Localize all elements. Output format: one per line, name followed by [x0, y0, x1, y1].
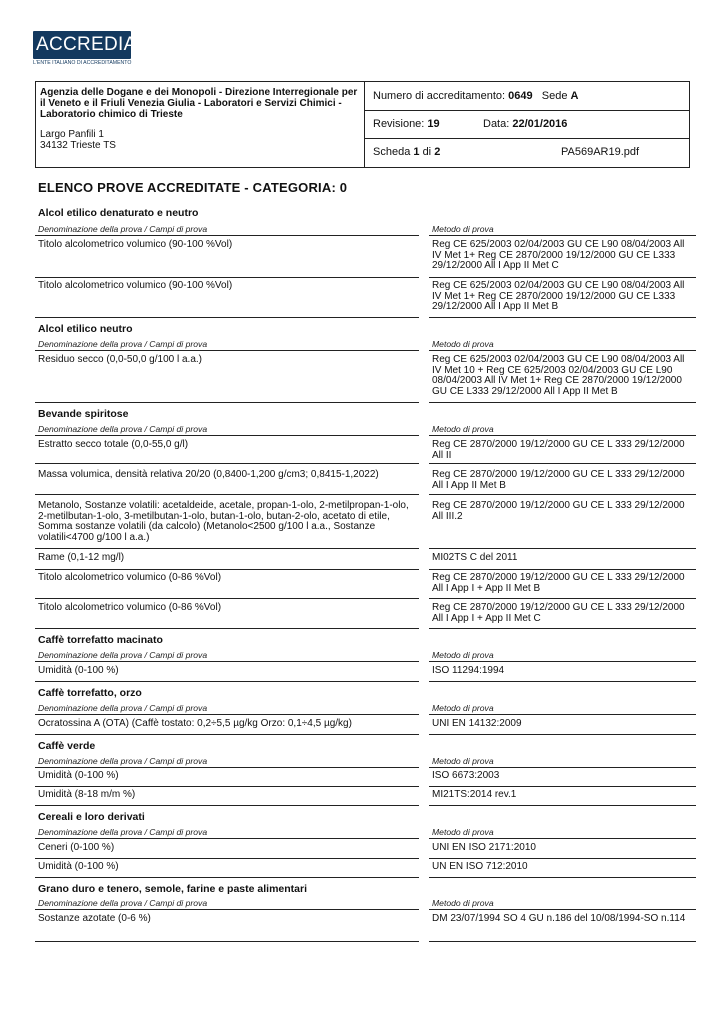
test-name: Sostanze azotate (0-6 %) — [38, 913, 151, 924]
row-divider-right — [429, 734, 696, 735]
column-header-test: Denominazione della prova / Campi di prova — [38, 756, 208, 766]
header-divider-right — [429, 350, 696, 351]
row-divider-left — [35, 548, 419, 549]
header-divider-right — [429, 435, 696, 436]
test-name: Massa volumica, densità relativa 20/20 (0,8400-1,200 g/cm3; 0,8415-1,2022) — [38, 469, 379, 480]
row-divider-right — [429, 463, 696, 464]
section-title: Alcol etilico denaturato e neutro — [38, 207, 199, 219]
revision-row — [365, 110, 690, 139]
header-divider-left — [35, 661, 419, 662]
row-divider-left — [35, 277, 419, 278]
test-method: Reg CE 625/2003 02/04/2003 GU CE L90 08/04/2003 All IV Met 1+ Reg CE 2870/2000 19/12/2000 GU CE L333 29/12/2000 All I App II Met C — [432, 239, 685, 271]
column-header-test: Denominazione della prova / Campi di prova — [38, 650, 208, 660]
row-divider-right — [429, 628, 696, 629]
column-header-test: Denominazione della prova / Campi di prova — [38, 424, 208, 434]
test-method: Reg CE 625/2003 02/04/2003 GU CE L90 08/04/2003 All IV Met 10 + Reg CE 625/2003 02/04/2003 GU CE L90 08/04/2003 All IV Met 1+ Reg CE 2870/2000 19/12/2000 GU CE L333 29/12/2000 All I App II Met B — [432, 354, 685, 397]
sheet-total: 2 — [434, 146, 441, 158]
date-value: 22/01/2016 — [512, 118, 568, 130]
row-divider-right — [429, 941, 696, 942]
accreditation-number: 0649 — [508, 90, 533, 102]
row-divider-right — [429, 277, 696, 278]
row-divider-left — [35, 734, 419, 735]
accreditation-info — [365, 82, 690, 167]
logo-tagline: L'ENTE ITALIANO DI ACCREDITAMENTO — [33, 60, 132, 66]
sede-value: A — [570, 90, 579, 102]
column-header-test: Denominazione della prova / Campi di prova — [38, 224, 208, 234]
row-divider-left — [35, 681, 419, 682]
column-header-method: Metodo di prova — [432, 224, 494, 234]
section-title: Cereali e loro derivati — [38, 811, 145, 823]
test-name: Umidità (0-100 %) — [38, 861, 119, 872]
row-divider-right — [429, 805, 696, 806]
organization-name: Agenzia delle Dogane e dei Monopoli - Direzione Interregionale per il Veneto e il Friuli Venezia Giulia - Laboratori e Servizi Chimici - Laboratorio chimico di Trieste — [40, 87, 358, 120]
test-method: Reg CE 2870/2000 19/12/2000 GU CE L 333 29/12/2000 All I App II Met B — [432, 469, 685, 491]
test-method: Reg CE 2870/2000 19/12/2000 GU CE L 333 29/12/2000 All I App I + App II Met C — [432, 602, 685, 624]
address — [40, 129, 116, 151]
row-divider-right — [429, 598, 696, 599]
row-divider-left — [35, 402, 419, 403]
test-name: Umidità (8-18 m/m %) — [38, 789, 136, 800]
header-divider-right — [429, 767, 696, 768]
row-divider-right — [429, 494, 696, 495]
row-divider-right — [429, 877, 696, 878]
row-divider-left — [35, 786, 419, 787]
section-title: Caffè torrefatto, orzo — [38, 687, 142, 699]
test-name: Ocratossina A (OTA) (Caffè tostato: 0,2÷5,5 µg/kg Orzo: 0,1÷4,5 µg/kg) — [38, 718, 352, 729]
row-divider-left — [35, 877, 419, 878]
row-divider-left — [35, 858, 419, 859]
row-divider-left — [35, 569, 419, 570]
test-method: UNI EN 14132:2009 — [432, 718, 522, 729]
test-method: ISO 11294:1994 — [432, 665, 505, 676]
header-divider-right — [429, 714, 696, 715]
test-name: Estratto secco totale (0,0-55,0 g/l) — [38, 439, 189, 450]
date-text — [483, 118, 567, 130]
test-name: Umidità (0-100 %) — [38, 665, 119, 676]
accreditation-label: Numero di accreditamento: — [373, 90, 506, 102]
test-method: Reg CE 2870/2000 19/12/2000 GU CE L 333 29/12/2000 All III.2 — [432, 500, 685, 522]
test-method: UN EN ISO 712:2010 — [432, 861, 528, 872]
sheet-of: di — [422, 146, 432, 158]
test-method: Reg CE 625/2003 02/04/2003 GU CE L90 08/04/2003 All IV Met 1+ Reg CE 2870/2000 19/12/2000 GU CE L333 29/12/2000 All I App II Met B — [432, 280, 685, 312]
test-method: MI21TS:2014 rev.1 — [432, 789, 517, 800]
test-name: Ceneri (0-100 %) — [38, 842, 115, 853]
test-name: Metanolo, Sostanze volatili: acetaldeide, acetale, propan-1-olo, 2-metilpropan-1-olo, 2-metilbutan-1-olo, 3-metilbutan-1-olo, butan-1-olo, butan-2-olo, acetato di etile, Somma sostanze volatili (da calcolo) (Metanolo<2500 g/100 l a.a., Sostanze volatili<4700 g/100 l a.a.) — [38, 500, 409, 543]
date-label: Data: — [483, 118, 510, 130]
test-method: DM 23/07/1994 SO 4 GU n.186 del 10/08/1994-SO n.114 — [432, 913, 686, 924]
page-title: ELENCO PROVE ACCREDITATE - CATEGORIA: 0 — [38, 180, 348, 195]
column-header-test: Denominazione della prova / Campi di prova — [38, 827, 208, 837]
test-method: Reg CE 2870/2000 19/12/2000 GU CE L 333 29/12/2000 All II — [432, 439, 685, 461]
accreditation-row — [365, 82, 690, 111]
row-divider-right — [429, 317, 696, 318]
section-title: Caffè torrefatto macinato — [38, 634, 163, 646]
column-header-test: Denominazione della prova / Campi di prova — [38, 339, 208, 349]
test-method: UNI EN ISO 2171:2010 — [432, 842, 536, 853]
row-divider-left — [35, 628, 419, 629]
row-divider-left — [35, 805, 419, 806]
sheet-value: 1 — [413, 146, 420, 158]
revision-value: 19 — [427, 118, 440, 130]
column-header-method: Metodo di prova — [432, 650, 494, 660]
column-header-method: Metodo di prova — [432, 339, 494, 349]
column-header-method: Metodo di prova — [432, 703, 494, 713]
file-name: PA569AR19.pdf — [561, 146, 640, 158]
row-divider-right — [429, 858, 696, 859]
column-header-method: Metodo di prova — [432, 424, 494, 434]
sede-label: Sede — [541, 90, 568, 102]
test-method: ISO 6673:2003 — [432, 770, 500, 781]
test-name: Titolo alcolometrico volumico (90-100 %Vol) — [38, 239, 233, 250]
section-title: Alcol etilico neutro — [38, 323, 133, 335]
address-line-1: Largo Panfili 1 — [40, 129, 104, 140]
sheet-text — [373, 146, 440, 158]
accreditation-text — [373, 90, 579, 102]
header-box — [35, 81, 690, 168]
column-header-test: Denominazione della prova / Campi di prova — [38, 898, 208, 908]
header-divider-right — [429, 661, 696, 662]
test-name: Titolo alcolometrico volumico (90-100 %Vol) — [38, 280, 233, 291]
row-divider-right — [429, 786, 696, 787]
column-header-method: Metodo di prova — [432, 756, 494, 766]
header-divider-left — [35, 435, 419, 436]
row-divider-left — [35, 598, 419, 599]
sheet-row — [365, 138, 690, 166]
test-name: Titolo alcolometrico volumico (0-86 %Vol) — [38, 602, 222, 613]
row-divider-left — [35, 317, 419, 318]
row-divider-left — [35, 941, 419, 942]
logo-text: ACCREDIA — [36, 34, 137, 55]
section-title: Bevande spiritose — [38, 408, 129, 420]
header-divider-left — [35, 235, 419, 236]
header-divider-left — [35, 838, 419, 839]
accredia-logo — [33, 31, 137, 71]
lab-info — [36, 82, 365, 167]
row-divider-left — [35, 463, 419, 464]
section-title: Grano duro e tenero, semole, farine e paste alimentari — [38, 883, 308, 895]
header-divider-left — [35, 909, 419, 910]
row-divider-right — [429, 681, 696, 682]
test-method: MI02TS C del 2011 — [432, 552, 518, 563]
column-header-test: Denominazione della prova / Campi di prova — [38, 703, 208, 713]
header-divider-left — [35, 350, 419, 351]
column-header-method: Metodo di prova — [432, 898, 494, 908]
test-name: Residuo secco (0,0-50,0 g/100 l a.a.) — [38, 354, 202, 365]
revision-label: Revisione: — [373, 118, 425, 130]
test-name: Umidità (0-100 %) — [38, 770, 119, 781]
test-method: Reg CE 2870/2000 19/12/2000 GU CE L 333 29/12/2000 All I App I + App II Met B — [432, 572, 685, 594]
section-title: Caffè verde — [38, 740, 96, 752]
sheet-label: Scheda — [373, 146, 411, 158]
row-divider-right — [429, 569, 696, 570]
column-header-method: Metodo di prova — [432, 827, 494, 837]
test-name: Rame (0,1-12 mg/l) — [38, 552, 125, 563]
revision-text — [373, 118, 440, 130]
header-divider-right — [429, 235, 696, 236]
row-divider-right — [429, 402, 696, 403]
header-divider-right — [429, 909, 696, 910]
header-divider-right — [429, 838, 696, 839]
row-divider-right — [429, 548, 696, 549]
row-divider-left — [35, 494, 419, 495]
test-name: Titolo alcolometrico volumico (0-86 %Vol) — [38, 572, 222, 583]
address-line-2: 34132 Trieste TS — [40, 140, 116, 151]
header-divider-left — [35, 767, 419, 768]
header-divider-left — [35, 714, 419, 715]
